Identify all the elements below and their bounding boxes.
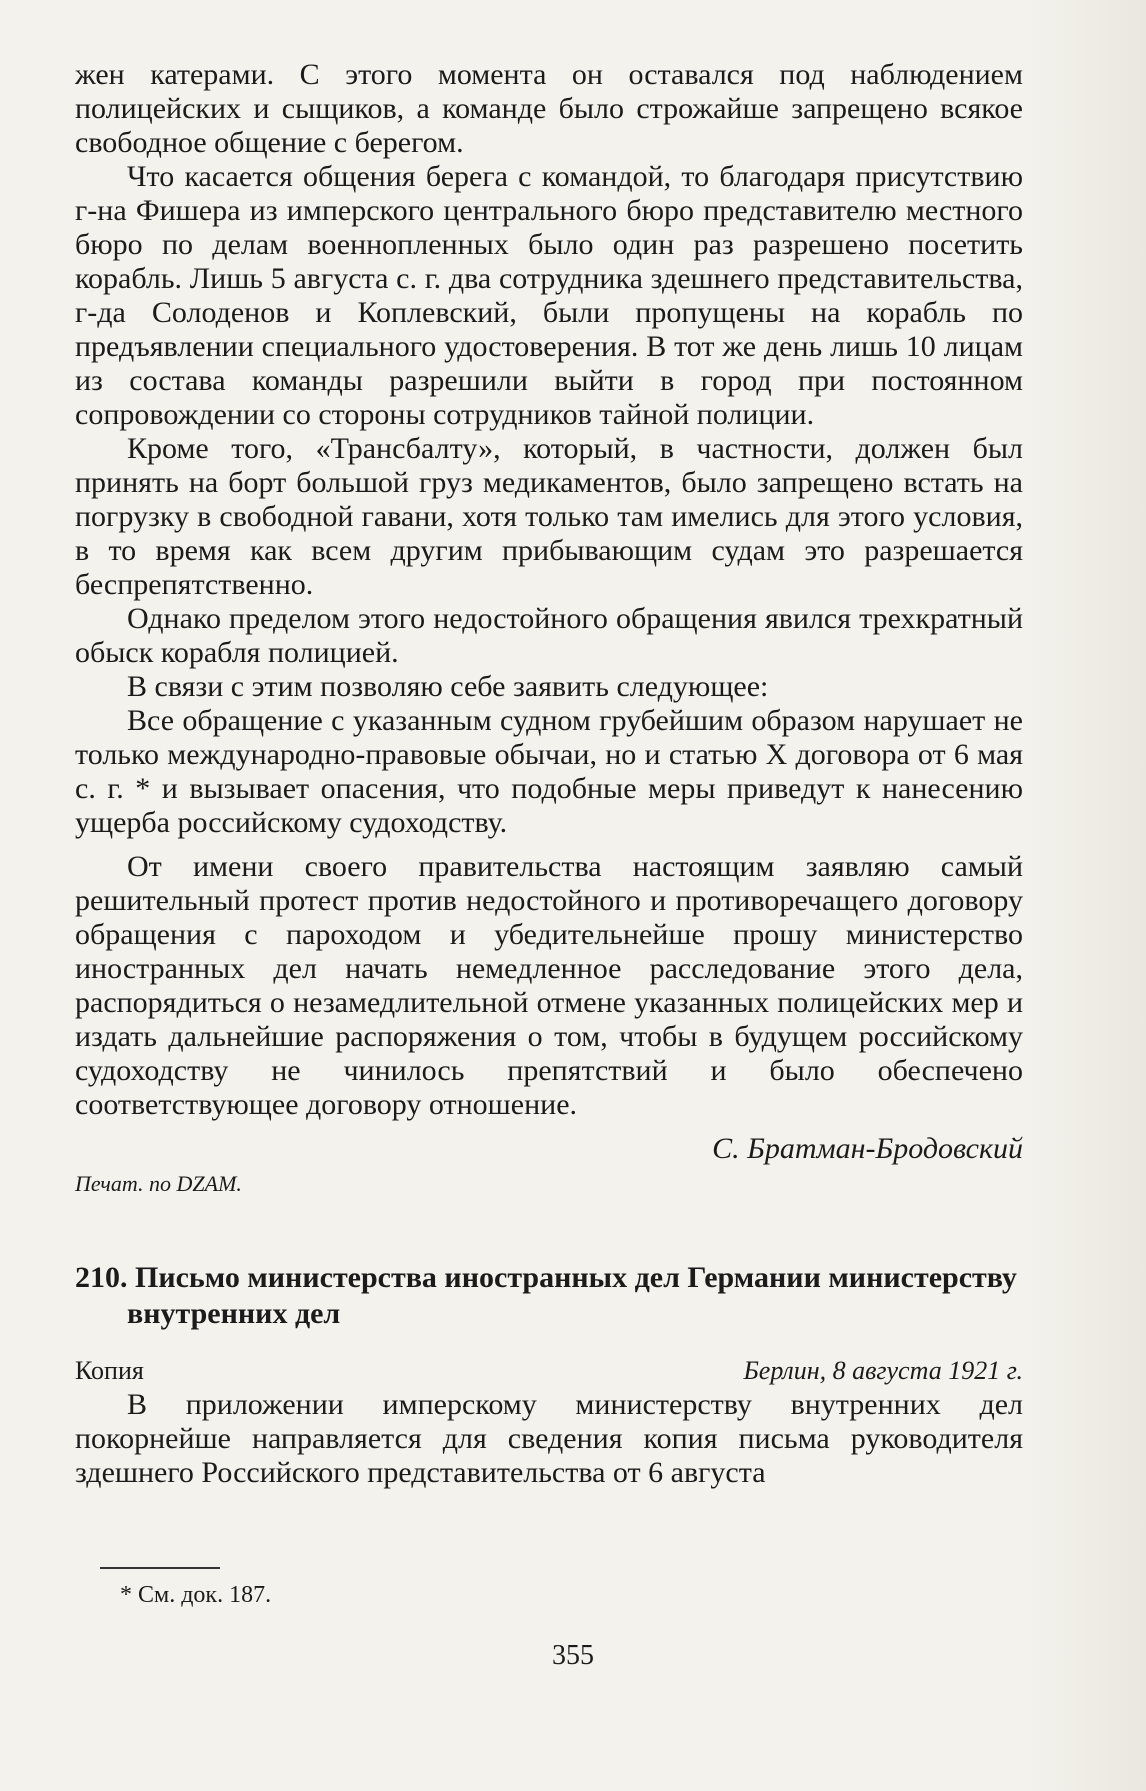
document-meta bbox=[75, 1354, 1023, 1388]
paragraph-7: От имени своего правительства настоящим заявляю самый решительный протест против недостойного и противоречащего договору обращения с пароходом и убедительнейше прошу министерство иностранных дел начать немедленное расследование этого дела, распорядиться о незамедлительной отмене указанных полицейских мер и издать дальнейшие распоряжения о том, чтобы в будущем российскому судоходству не чинилось препятствий и было обеспечено соответствующее договору отношение. bbox=[75, 850, 1023, 1121]
page-number: 355 bbox=[552, 1640, 594, 1671]
document-heading: 210. Письмо министерства иностранных дел Германии министерству внутренних дел bbox=[75, 1261, 1017, 1330]
document-text: В приложении имперскому министерству внутренних дел покорнейше направляется для сведения копия письма руководителя здешнего Российского представительства от 6 августа bbox=[75, 1388, 1023, 1489]
page-body bbox=[75, 58, 1023, 1490]
copy-label: Копия bbox=[75, 1356, 144, 1385]
paragraph-2: Что касается общения берега с командой, то благодаря присутствию г-на Фишера из имперского центрального бюро представителю местного бюро по делам военнопленных было один раз разрешено посетить корабль. Лишь 5 августа с. г. два сотрудника здешнего представительства, г-да Солоденов и Коплевский, были пропущены на корабль по предъявлении специального удостоверения. В тот же день лишь 10 лицам из состава команды разрешили выйти в город при постоянном сопровождении со стороны сотрудников тайной полиции. bbox=[75, 160, 1023, 431]
footnote: * См. док. 187. bbox=[120, 1582, 272, 1608]
paragraph-3: Кроме того, «Трансбалту», который, в частности, должен был принять на борт большой груз медикаментов, было запрещено встать на погрузку в свободной гавани, хотя только там имелись для этого условия, в то время как всем другим прибывающим судам это разрешается беспрепятственно. bbox=[75, 432, 1023, 601]
footnote-rule bbox=[100, 1567, 220, 1569]
paragraph-1: жен катерами. С этого момента он оставался под наблюдением полицейских и сыщиков, а команде было строжайше запрещено всякое свободное общение с берегом. bbox=[75, 58, 1023, 159]
source-note: Печат. по DZAM. bbox=[75, 1171, 242, 1196]
place-date: Берлин, 8 августа 1921 г. bbox=[743, 1356, 1023, 1385]
page-edge-shadow bbox=[1026, 0, 1146, 1791]
paragraph-6: Все обращение с указанным судном грубейшим образом нарушает не только международно-правовые обычаи, но и статью X договора от 6 мая с. г. * и вызывает опасения, что подобные меры приведут к нанесению ущерба российскому судоходству. bbox=[75, 704, 1023, 839]
paragraph-4: Однако пределом этого недостойного обращения явился трехкратный обыск корабля полицией. bbox=[75, 602, 1023, 669]
paragraph-5: В связи с этим позволяю себе заявить следующее: bbox=[127, 670, 769, 703]
signature: С. Братман-Бродовский bbox=[712, 1132, 1023, 1165]
